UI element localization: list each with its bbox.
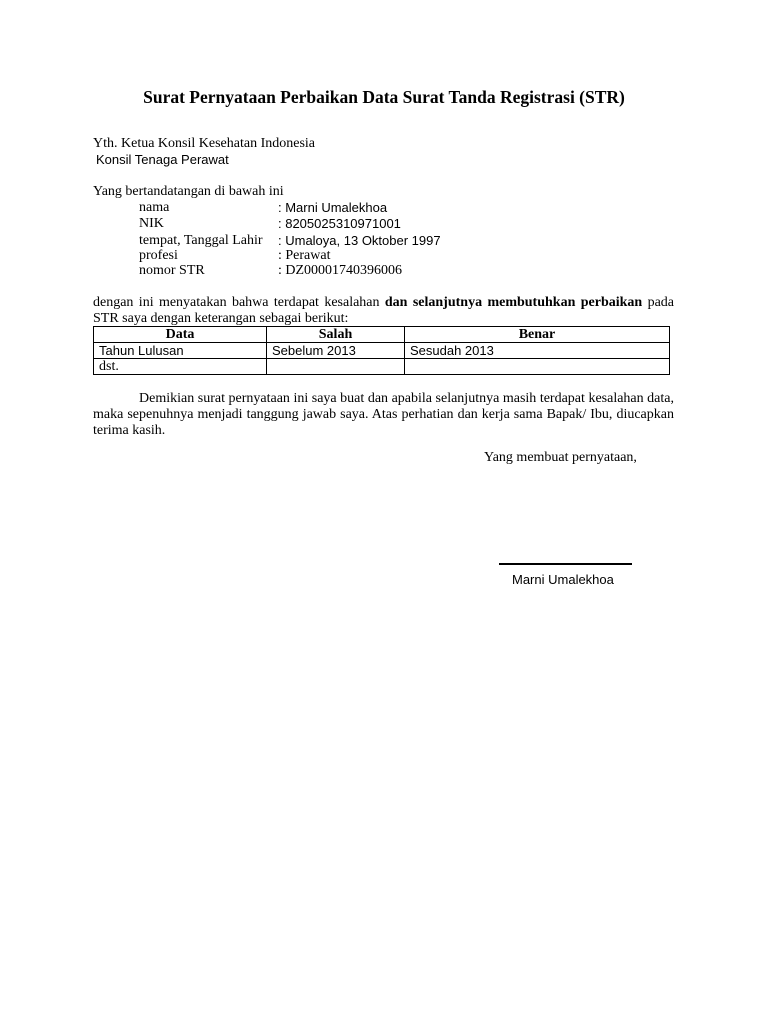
table-row [94,343,670,359]
column-header-benar: Benar [405,327,670,343]
table-header-row [94,327,670,343]
signature-caption: Yang membuat pernyataan, [484,450,637,465]
statement-text-after: pada STR saya dengan keterangan sebagai berikut: [93,295,675,326]
table-cell [405,359,670,375]
table-cell: Sebelum 2013 [267,343,405,359]
column-header-data: Data [94,327,267,343]
document-title: Surat Pernyataan Perbaikan Data Surat Tanda Registrasi (STR) [143,87,625,107]
field-label-ttl: tempat, Tanggal Lahir [139,233,263,248]
field-value-profesi: : Perawat [278,248,331,263]
field-value-nik: : 8205025310971001 [278,216,401,231]
field-label-nama: nama [139,200,170,215]
table-row [94,359,670,375]
correction-table [93,326,670,375]
statement-paragraph [93,295,674,327]
intro-text: Yang bertandatangan di bawah ini [93,184,284,199]
signature-line [499,563,632,565]
field-label-str: nomor STR [139,263,205,278]
table-cell: Tahun Lulusan [94,343,267,359]
closing-paragraph: Demikian surat pernyataan ini saya buat dan apabila selanjutnya masih terdapat kesalahan data, maka sepenuhnya menjadi tanggung jawab saya. Atas perhatian dan kerja sama Bapak/ Ibu, diucapkan terima kasih. [93,391,674,438]
recipient-line-1: Yth. Ketua Konsil Kesehatan Indonesia [93,136,315,151]
field-label-nik: NIK [139,216,164,231]
field-value-nama: : Marni Umalekhoa [278,200,388,215]
statement-text-before: dengan ini menyatakan bahwa terdapat kesalahan [93,295,385,310]
field-label-profesi: profesi [139,248,178,263]
table-cell: Sesudah 2013 [405,343,670,359]
field-value-ttl: : Umaloya, 13 Oktober 1997 [278,233,441,248]
column-header-salah: Salah [267,327,405,343]
recipient-line-2: Konsil Tenaga Perawat [96,152,229,167]
table-cell: dst. [94,359,267,375]
field-value-str: : DZ00001740396006 [278,263,403,278]
table-cell [267,359,405,375]
statement-text-bold: dan selanjutnya membutuhkan perbaikan [384,295,643,310]
signatory-name: Marni Umalekhoa [512,572,614,587]
